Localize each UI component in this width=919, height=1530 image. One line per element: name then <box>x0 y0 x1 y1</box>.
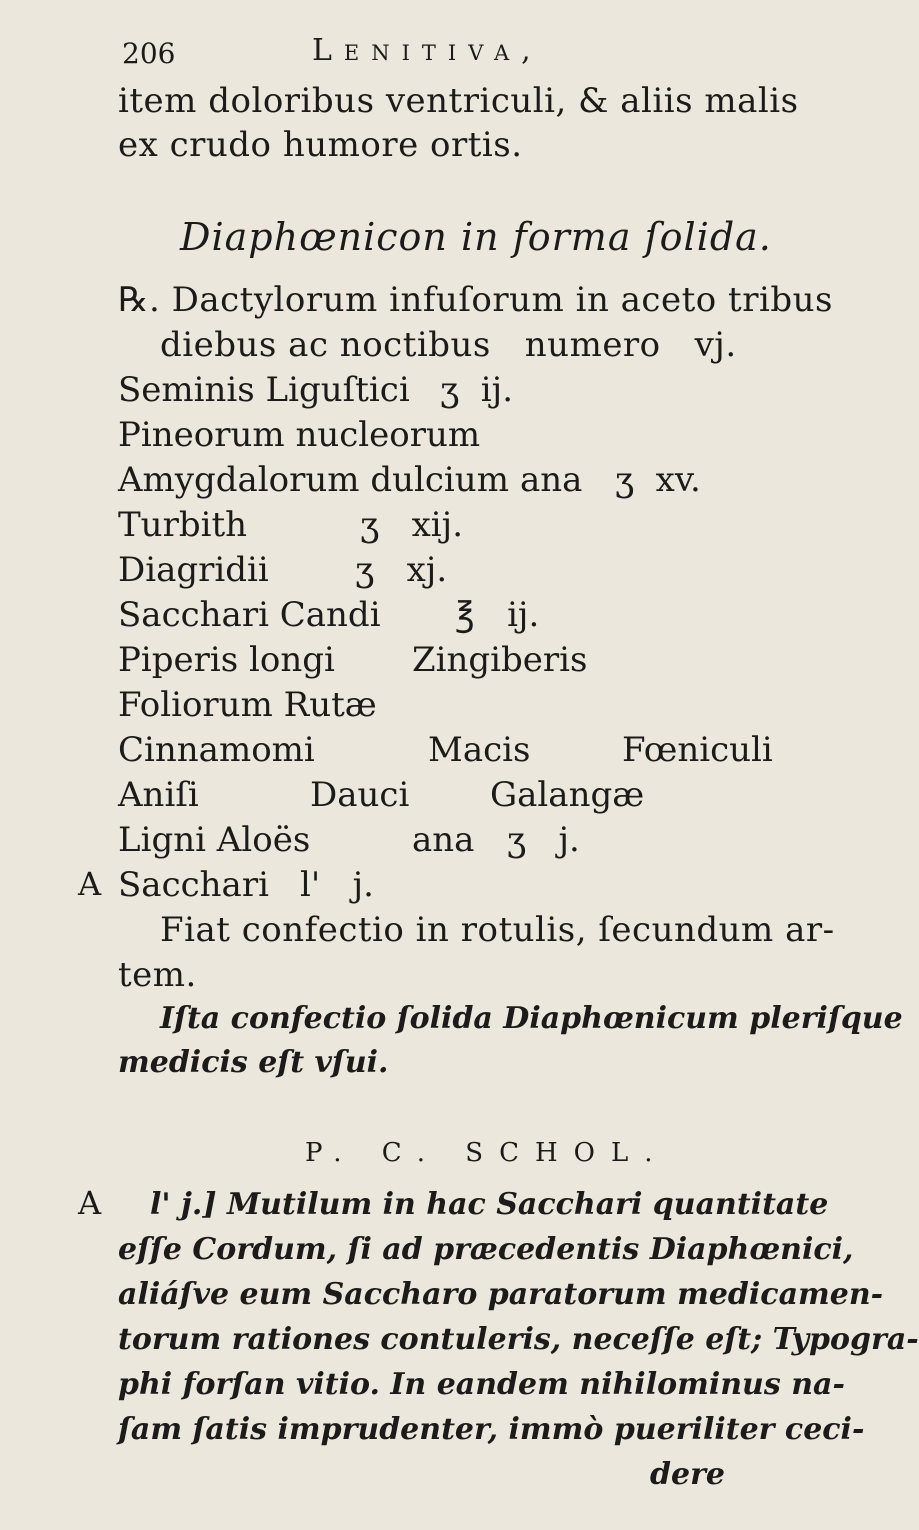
instruction-line-1: Fiat confectio in rotulis, ſecundum ar- <box>160 910 835 950</box>
ingredient-name: Cinnamomi <box>118 730 315 770</box>
scholium-line: l' j.] Mutilum in hac Sacchari quantitate <box>150 1187 829 1222</box>
ingredient-amount: l' j. <box>300 865 374 905</box>
ingredient-name: Galangæ <box>490 775 645 815</box>
scholium-line: aliáſve eum Saccharo paratorum medicamen- <box>118 1277 884 1312</box>
ingredient-amount: ℥ ij. <box>455 595 540 635</box>
ingredient-name: Zingiberis <box>412 640 588 680</box>
scholium-line: ſam ſatis imprudenter, immò pueriliter ceci- <box>118 1412 865 1447</box>
ingredient-amount: ana ʒ j. <box>412 820 580 860</box>
scholium-line: torum rationes contuleris, neceſſe eſt; Typogra- <box>118 1322 919 1357</box>
ingredient-name: Turbith <box>118 505 248 545</box>
recipe-line-2: diebus ac noctibus numero vj. <box>160 325 737 365</box>
ingredient-name: Foliorum Rutæ <box>118 685 377 725</box>
scholium-line: phi forſan vitio. In eandem nihilominus na- <box>118 1367 845 1402</box>
ingredient-amount: ʒ xij. <box>360 505 464 545</box>
ingredient-name: Sacchari <box>118 865 269 905</box>
note-line-2: medicis eſt vſui. <box>118 1045 389 1080</box>
ingredient-amount: ʒ ij. <box>440 370 514 410</box>
ingredient-amount: ʒ xj. <box>355 550 448 590</box>
ingredient-name: Amygdalorum dulcium <box>118 460 509 500</box>
note-line-1: Iſta confectio ſolida Diaphœnicum pleriſque <box>160 1001 903 1036</box>
instruction-line-2: tem. <box>118 955 197 995</box>
ingredient-name: Seminis Liguſtici <box>118 370 410 410</box>
ingredient-name: Ligni Aloës <box>118 820 311 860</box>
catchword: dere <box>650 1457 725 1492</box>
ingredient-name: Diagridii <box>118 550 269 590</box>
page-number: 206 <box>122 37 176 70</box>
running-head-title: Lenitiva, <box>312 33 543 68</box>
ingredient-amount: ana ʒ xv. <box>520 460 701 500</box>
ingredient-name: Macis <box>428 730 531 770</box>
section-heading: Diaphœnicon in forma ſolida. <box>180 215 772 259</box>
intro-line-2: ex crudo humore ortis. <box>118 125 523 165</box>
scholium-heading: P. C. SCHOL. <box>305 1138 669 1168</box>
ingredient-name: Pineorum nucleorum <box>118 415 481 455</box>
intro-line-1: item doloribus ventriculi, & aliis malis <box>118 81 799 121</box>
ingredient-name: Aniſi <box>118 775 199 815</box>
ingredient-name: Sacchari Candi <box>118 595 381 635</box>
recipe-line-1: ℞. Dactylorum infuſorum in aceto tribus <box>118 280 833 320</box>
margin-note-marker: A <box>78 1184 102 1222</box>
scholium-line: eſſe Cordum, ſi ad præcedentis Diaphœnici, <box>118 1232 854 1267</box>
ingredient-name: Piperis longi <box>118 640 335 680</box>
ingredient-name: Dauci <box>310 775 410 815</box>
ingredient-name: Fœniculi <box>622 730 773 770</box>
margin-note-marker: A <box>78 865 102 903</box>
